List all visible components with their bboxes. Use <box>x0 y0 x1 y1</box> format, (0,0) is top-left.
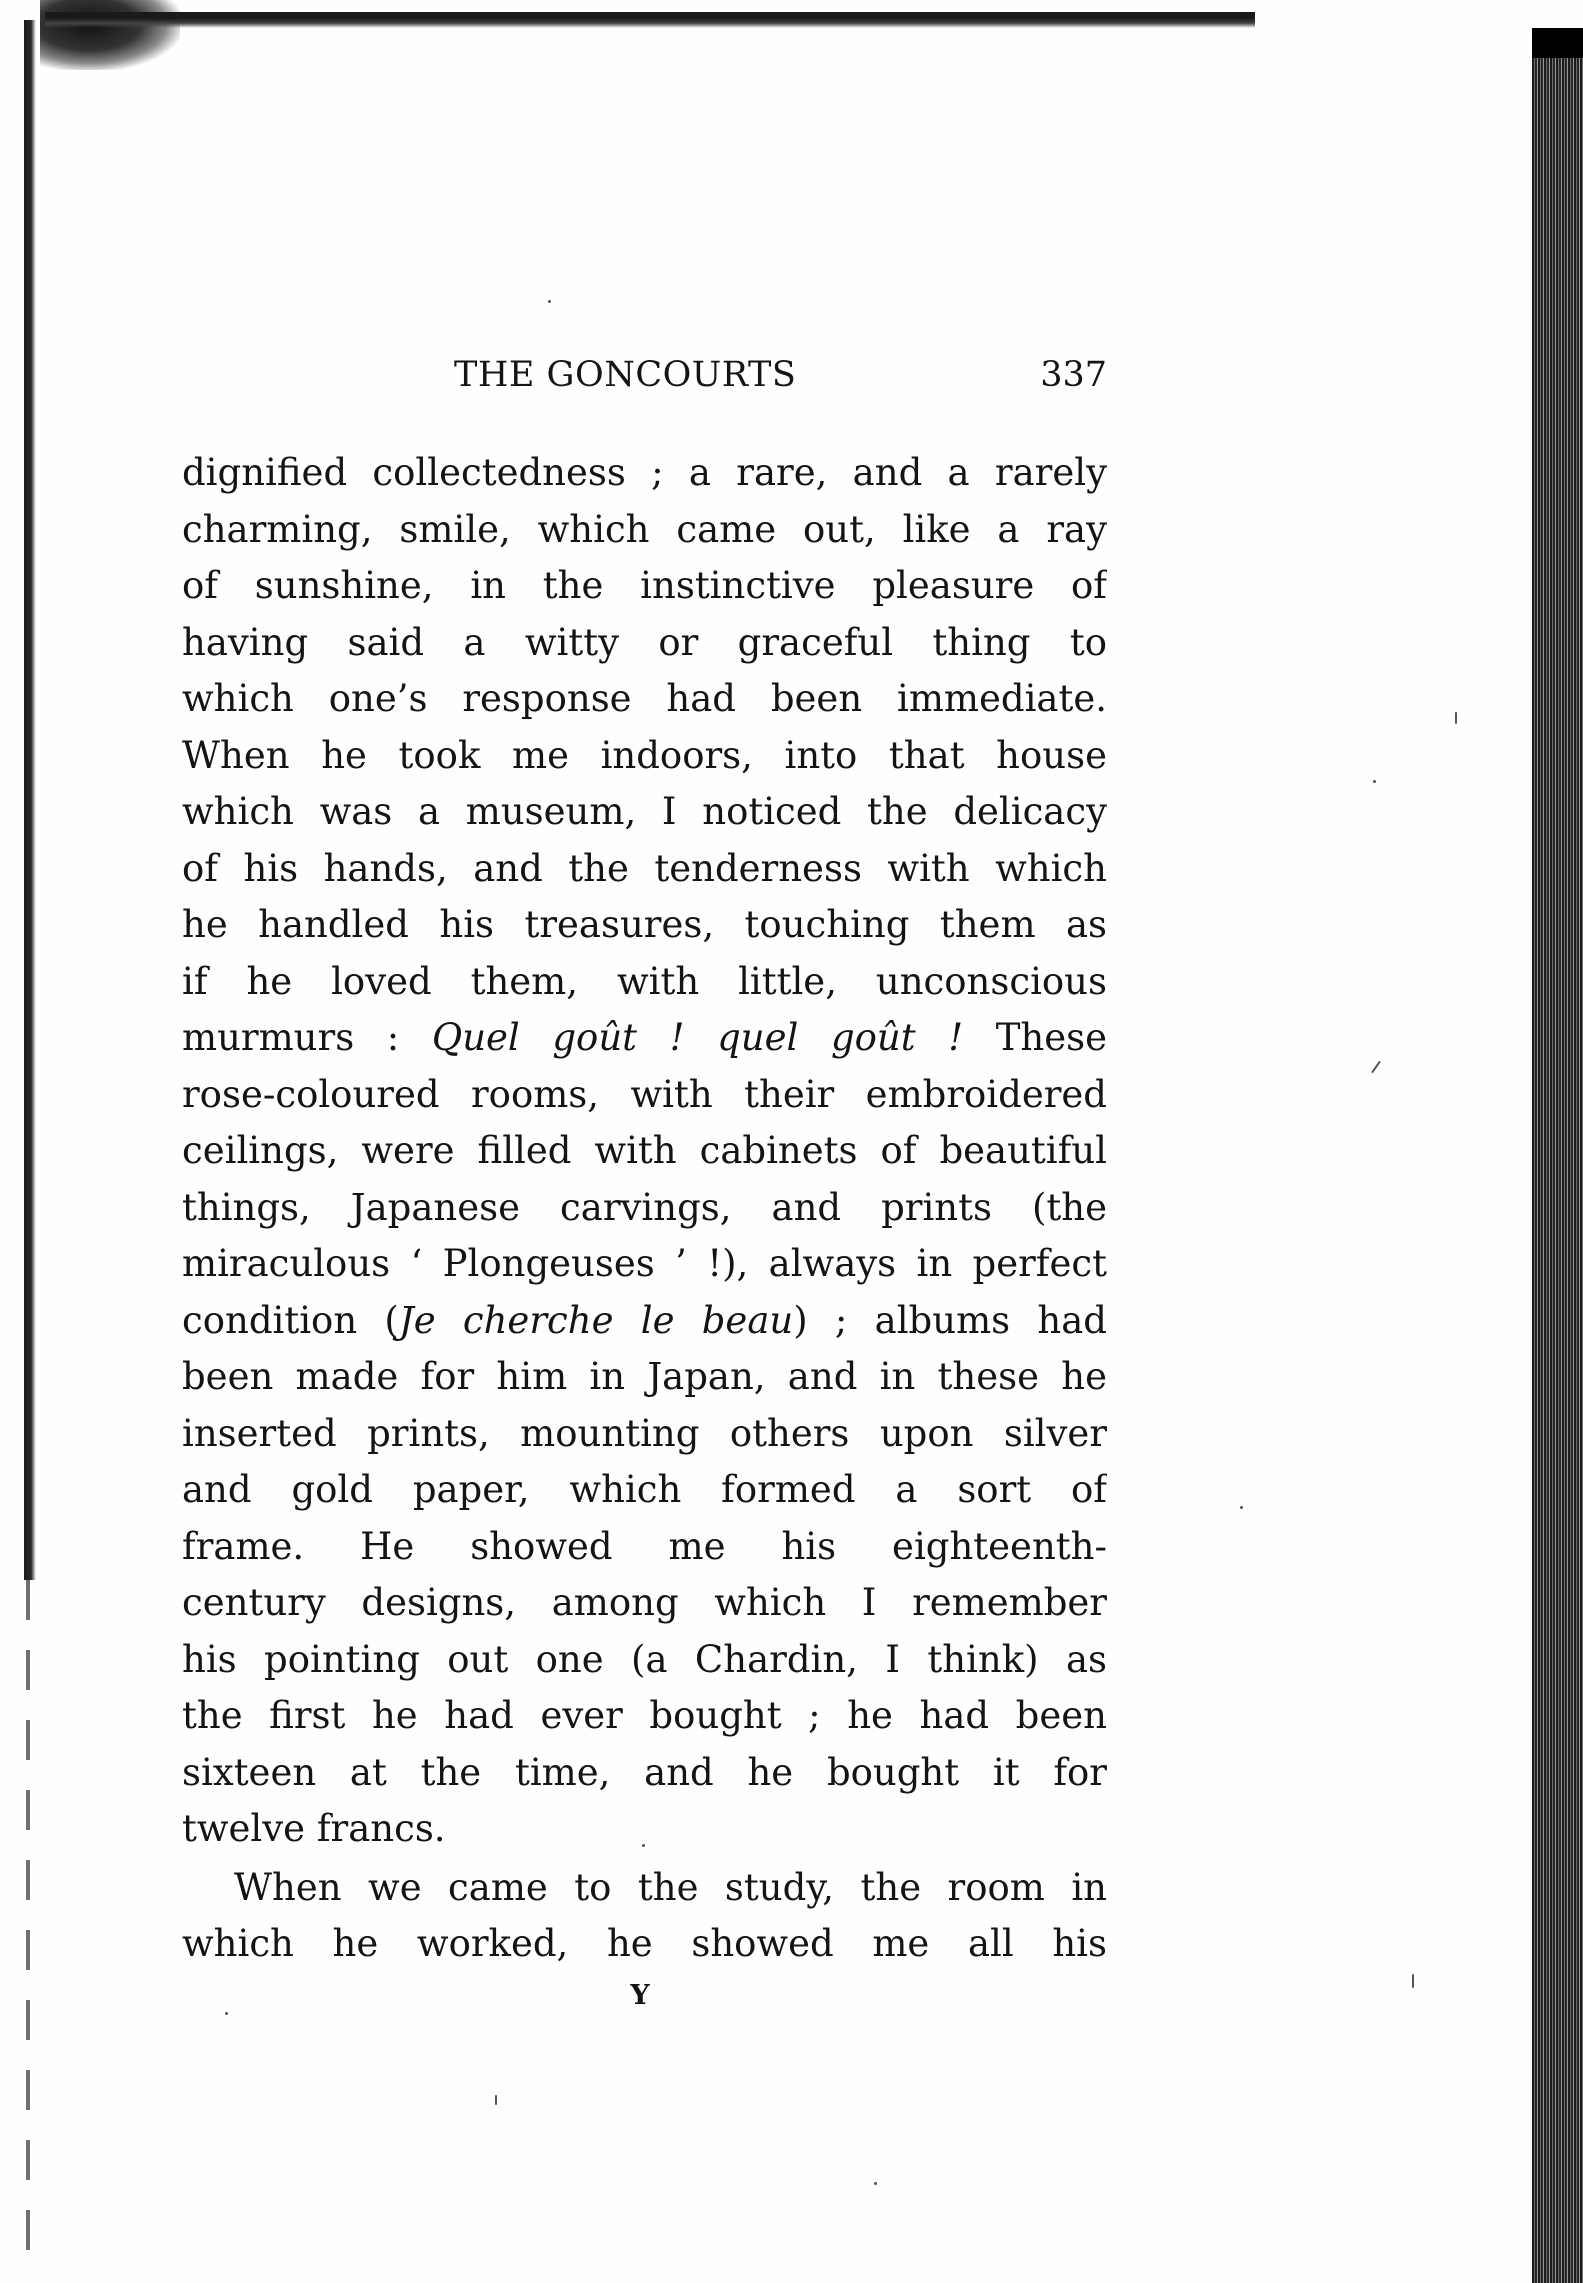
scan-left-edge-faint <box>26 1580 30 2280</box>
scan-right-edge-cap <box>1532 28 1583 58</box>
text-line-with-italic <box>182 1010 1107 1067</box>
signature-mark: Y <box>630 1980 650 2011</box>
text-line: which he worked, he showed me all his <box>182 1922 1107 1965</box>
scan-speck <box>1455 712 1457 724</box>
text-line: dignified collectedness ; a rare, and a rarely <box>182 451 1107 494</box>
text-line: century designs, among which I remember <box>182 1581 1107 1624</box>
scan-top-edge <box>45 12 1255 28</box>
page-number: 337 <box>1040 355 1107 395</box>
text-run: These <box>995 1016 1107 1059</box>
scan-speck <box>1373 780 1376 783</box>
text-line: sixteen at the time, and he bought it for <box>182 1750 1107 1794</box>
text-run: ) ; albums had <box>793 1298 1107 1342</box>
italic-quote: Je cherche le beau <box>398 1298 794 1342</box>
text-line: which was a museum, I noticed the delicacy <box>182 790 1107 833</box>
scan-speck <box>1412 1974 1414 1988</box>
text-line: he handled his treasures, touching them as <box>182 903 1107 946</box>
text-run: condition ( <box>182 1298 399 1342</box>
scan-speck <box>548 300 551 303</box>
text-line: inserted prints, mounting others upon silver <box>182 1411 1107 1455</box>
scan-speck <box>1371 1061 1381 1074</box>
text-line: miraculous ‘ Plongeuses ’ !), always in perfect <box>182 1242 1107 1285</box>
running-title: THE GONCOURTS <box>454 355 797 395</box>
scan-speck <box>874 2182 877 2185</box>
scan-speck <box>495 2095 497 2105</box>
text-line: charming, smile, which came out, like a ray <box>182 507 1107 551</box>
scan-left-edge <box>24 20 36 1580</box>
text-line: having said a witty or graceful thing to <box>182 620 1107 664</box>
running-head <box>182 350 1107 400</box>
text-line: which one’s response had been immediate. <box>182 677 1107 720</box>
text-line: of sunshine, in the instinctive pleasure of <box>182 564 1107 607</box>
scan-speck <box>1240 1506 1243 1509</box>
text-line: rose-coloured rooms, with their embroidered <box>182 1072 1107 1116</box>
scan-right-page-stack <box>1532 28 1583 2283</box>
body-text <box>182 445 1107 1973</box>
text-line: frame. He showed me his eighteenth- <box>182 1524 1107 1568</box>
text-line-paragraph-end: twelve francs. <box>182 1807 446 1850</box>
scan-corner-blot <box>40 0 180 70</box>
text-line: things, Japanese carvings, and prints (the <box>182 1185 1107 1229</box>
text-line: been made for him in Japan, and in these he <box>182 1355 1107 1398</box>
text-line-paragraph-start: When we came to the study, the room in <box>234 1865 1107 1909</box>
text-line: When he took me indoors, into that house <box>182 733 1107 777</box>
text-line: and gold paper, which formed a sort of <box>182 1468 1107 1511</box>
italic-quote: Quel goût ! quel goût ! <box>431 1016 964 1059</box>
text-line: if he loved them, with little, unconscious <box>182 959 1107 1003</box>
text-line: of his hands, and the tenderness with which <box>182 846 1107 890</box>
scan-speck <box>225 2012 228 2015</box>
text-run: murmurs : <box>182 1016 400 1059</box>
text-line-with-italic <box>182 1293 1107 1350</box>
text-line: ceilings, were filled with cabinets of beautiful <box>182 1129 1107 1172</box>
text-line: the first he had ever bought ; he had been <box>182 1694 1107 1737</box>
text-line: his pointing out one (a Chardin, I think) as <box>182 1637 1107 1681</box>
